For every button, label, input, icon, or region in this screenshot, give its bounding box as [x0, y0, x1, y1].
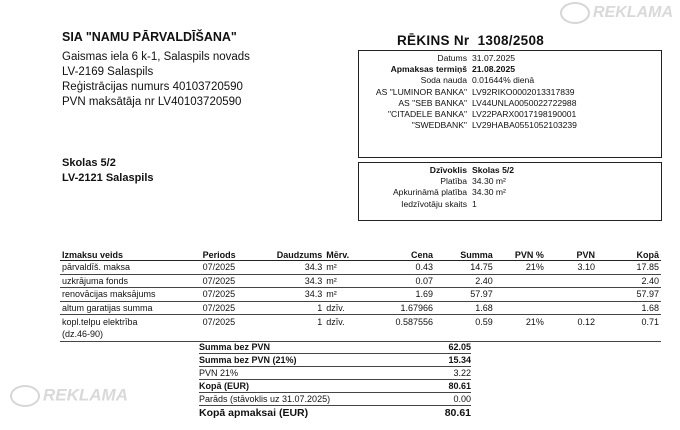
table-header-row	[60, 249, 661, 261]
summary-value: 80.61	[444, 407, 471, 419]
cell-price: 0.07	[371, 274, 435, 288]
col-vat-percent: PVN %	[495, 249, 546, 261]
summary-label: Summa bez PVN	[199, 342, 271, 352]
summary-label: Kopā apmaksai (EUR)	[199, 407, 309, 419]
cell-cost-type: altum garatijas summa	[60, 301, 201, 315]
cell-quantity: 1	[317, 316, 323, 327]
seller-vat-number: PVN maksātāja nr LV40103720590	[62, 96, 242, 108]
watermark-top-right	[560, 2, 673, 24]
client-street: Skolas 5/2	[62, 157, 116, 169]
cell-vat-percent	[495, 301, 546, 315]
table-row-continuation	[60, 328, 661, 341]
cell-vat-percent	[495, 288, 546, 302]
seller-address: Gaismas iela 6 k-1, Salaspils novads	[62, 51, 250, 63]
col-period: Periods	[201, 249, 261, 261]
summary-row	[199, 406, 471, 421]
seller-reg-number: Reģistrācijas numurs 40103720590	[62, 81, 243, 93]
watermark-logo-icon	[560, 2, 590, 24]
cell-quantity: 34.3	[260, 288, 324, 302]
cell-period: 07/2025	[201, 288, 261, 302]
col-unit: Mērv.	[324, 249, 371, 261]
cell-price: 1.69	[371, 288, 435, 302]
invoice-title	[397, 33, 544, 48]
cell-quantity: 34.3	[260, 274, 324, 288]
col-vat: PVN	[546, 249, 597, 261]
detail-value: 34.30 m²	[472, 176, 506, 187]
table-row	[60, 301, 661, 315]
cell-total: 57.97	[597, 288, 661, 302]
cell-empty	[546, 328, 597, 341]
cell-quantity: 1	[260, 301, 324, 315]
summary-value: 62.05	[448, 342, 471, 352]
cell-sum: 14.75	[435, 261, 495, 275]
col-cost-type: Izmaksu veids	[60, 249, 201, 261]
detail-label: Iedzīvotāju skaits	[401, 198, 467, 209]
cell-unit: dzīv.	[324, 301, 371, 315]
summary-row	[199, 380, 471, 393]
detail-label: AS "SEB BANKA"	[398, 97, 467, 108]
cell-total: 1.68	[597, 301, 661, 315]
cell-total: 2.40	[597, 274, 661, 288]
detail-value: LV22PARX0017198190001	[472, 109, 577, 119]
cell-total: 0.71	[641, 316, 659, 327]
summary-row	[199, 341, 471, 354]
cell-cost-type: renovācijas maksājums	[60, 288, 201, 302]
cell-empty	[435, 328, 495, 341]
cell-period: 07/2025	[202, 316, 236, 327]
cell-vat	[546, 274, 597, 288]
summary-label: Kopā (EUR)	[199, 381, 249, 391]
detail-label: "CITADELE BANKA"	[387, 109, 467, 119]
summary-label: PVN 21%	[199, 368, 239, 378]
cell-unit: m²	[324, 288, 371, 302]
cell-empty	[495, 328, 546, 341]
detail-label: AS "LUMINOR BANKA"	[375, 86, 467, 97]
items-table	[60, 249, 661, 342]
cell-empty	[260, 328, 324, 341]
summary-value: 15.34	[448, 355, 471, 365]
cell-cost-type: pārvaldīš. maksa	[60, 261, 201, 275]
summary-row	[199, 354, 471, 367]
cell-total: 17.85	[597, 261, 661, 275]
cell-empty	[201, 328, 261, 341]
cell-quantity: 34.3	[260, 261, 324, 275]
watermark-text: REKLAMA	[593, 4, 673, 22]
detail-label: Dzīvoklis	[429, 165, 467, 175]
detail-value: Skolas 5/2	[472, 165, 515, 175]
cell-unit: m²	[324, 274, 371, 288]
detail-value: LV29HABA0551052103239	[472, 120, 577, 131]
cell-sum: 2.40	[435, 274, 495, 288]
summary-label: Parāds (stāvoklis uz 31.07.2025)	[199, 394, 331, 404]
cell-sum: 57.97	[435, 288, 495, 302]
summary-label: Summa bez PVN (21%)	[199, 355, 297, 365]
detail-label: Soda nauda	[420, 75, 467, 86]
summary-value: 3.22	[453, 368, 471, 378]
cell-vat	[546, 301, 597, 315]
col-price: Cena	[371, 249, 435, 261]
summary-row	[199, 393, 471, 406]
table-row	[60, 261, 661, 275]
cell-cost-type: uzkrājuma fonds	[60, 274, 201, 288]
detail-label: Apkurināmā platība	[392, 187, 467, 198]
cell-empty	[324, 328, 371, 341]
cell-sum: 0.59	[475, 316, 493, 327]
detail-value: LV44UNLA0050022722988	[472, 97, 577, 108]
watermark-bottom-left	[10, 385, 128, 407]
cell-vat-percent	[495, 274, 546, 288]
cell-vat	[546, 288, 597, 302]
table-row	[60, 315, 661, 328]
detail-label: Datums	[437, 53, 467, 63]
col-sum: Summa	[435, 249, 495, 261]
cell-price: 0.43	[371, 261, 435, 275]
summary-block	[199, 341, 471, 421]
table-row	[60, 274, 661, 288]
invoice-number: 1308/2508	[477, 33, 545, 48]
col-quantity: Daudzums	[260, 249, 324, 261]
cell-empty	[597, 328, 661, 341]
table-row	[60, 288, 661, 302]
cell-unit: m²	[324, 261, 371, 275]
summary-value: 0.00	[453, 394, 471, 404]
cell-price: 1.67966	[371, 301, 435, 315]
seller-postal: LV-2169 Salaspils	[62, 66, 154, 78]
detail-value: 0.01644% dienā	[472, 75, 535, 86]
cell-cost-type: kopl.telpu elektrība	[62, 316, 138, 327]
cell-unit: dzīv.	[326, 316, 345, 327]
detail-label: "SWEDBANK"	[411, 120, 467, 131]
client-city: LV-2121 Salaspils	[62, 172, 154, 184]
cell-cost-type-extra: (dz.46-90)	[60, 328, 201, 341]
cell-price: 0.587556	[395, 316, 434, 327]
seller-name: SIA "NAMU PĀRVALDĪŠANA"	[62, 30, 237, 44]
detail-label: Apmaksas termiņš	[390, 64, 467, 75]
cell-empty	[371, 328, 435, 341]
cell-vat: 3.10	[546, 261, 597, 275]
cell-vat: 0.12	[577, 316, 595, 327]
cell-period: 07/2025	[201, 301, 261, 315]
summary-value: 80.61	[448, 381, 471, 391]
detail-label: Platība	[440, 176, 467, 187]
detail-value: 21.08.2025	[472, 64, 516, 75]
watermark-logo-icon	[10, 385, 40, 407]
summary-row	[199, 367, 471, 380]
cell-sum: 1.68	[435, 301, 495, 315]
cell-vat-percent: 21%	[495, 261, 546, 275]
invoice-label: RĒKINS Nr	[397, 33, 470, 48]
watermark-text: REKLAMA	[43, 385, 128, 405]
cell-period: 07/2025	[201, 274, 261, 288]
detail-value: LV92RIKO0002013317839	[472, 86, 575, 97]
cell-period: 07/2025	[201, 261, 261, 275]
detail-value: 1	[472, 198, 477, 209]
detail-value: 31.07.2025	[472, 53, 516, 63]
col-total: Kopā	[597, 249, 661, 261]
detail-value: 34.30 m²	[472, 187, 506, 198]
cell-vat-percent: 21%	[525, 316, 544, 327]
